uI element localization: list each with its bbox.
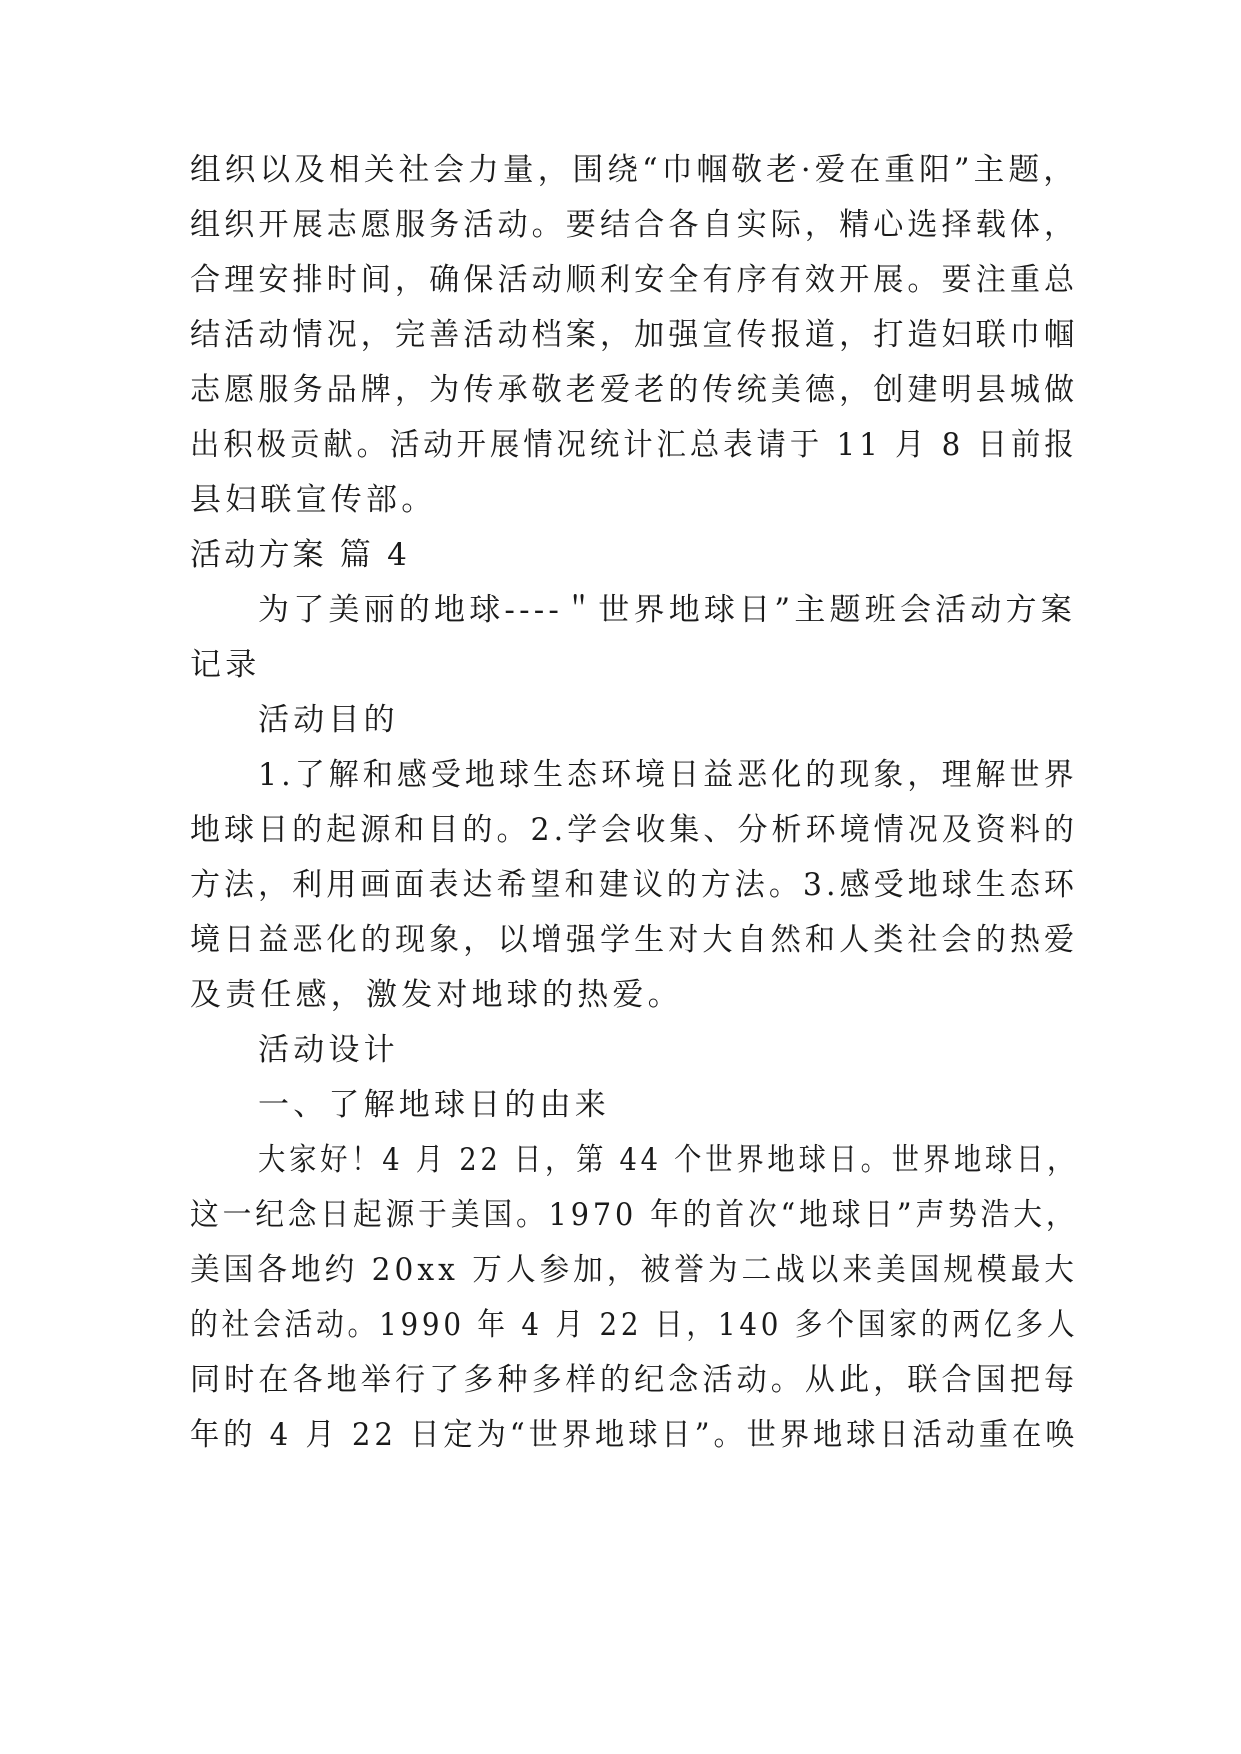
paragraph-line: 境日益恶化的现象，以增强学生对大自然和人类社会的热爱 <box>190 922 1079 958</box>
paragraph-line: 这一纪念日起源于美国。1970 年的首次“地球日”声势浩大， <box>190 1197 1079 1233</box>
section-heading: 活动方案 篇 4 <box>190 537 411 573</box>
paragraph-line: 同时在各地举行了多种多样的纪念活动。从此，联合国把每 <box>190 1362 1079 1398</box>
paragraph-line: 1.了解和感受地球生态环境日益恶化的现象，理解世界 <box>258 757 1078 793</box>
paragraph-line: 及责任感，激发对地球的热爱。 <box>190 977 683 1013</box>
paragraph-line: 大家好！4 月 22 日，第 44 个世界地球日。世界地球日， <box>258 1142 1079 1178</box>
paragraph-line: 美国各地约 20xx 万人参加，被誉为二战以来美国规模最大 <box>190 1252 1078 1288</box>
paragraph-line: 组织开展志愿服务活动。要结合各自实际，精心选择载体， <box>190 207 1079 243</box>
paragraph-line: 年的 4 月 22 日定为“世界地球日”。世界地球日活动重在唤 <box>190 1417 1079 1453</box>
paragraph-line: 地球日的起源和目的。2.学会收集、分析环境情况及资料的 <box>190 812 1078 848</box>
subheading: 活动目的 <box>258 702 399 738</box>
paragraph-line: 结活动情况，完善活动档案，加强宣传报道，打造妇联巾帼 <box>190 317 1079 353</box>
paragraph-line: 组织以及相关社会力量，围绕“巾帼敬老·爱在重阳”主题， <box>190 152 1078 188</box>
paragraph-line: 为了美丽的地球----＂世界地球日”主题班会活动方案 <box>258 592 1076 628</box>
subheading: 一、了解地球日的由来 <box>258 1087 610 1123</box>
subheading: 活动设计 <box>258 1032 399 1068</box>
paragraph-line: 的社会活动。1990 年 4 月 22 日，140 多个国家的两亿多人 <box>190 1307 1079 1343</box>
paragraph-line: 志愿服务品牌，为传承敬老爱老的传统美德，创建明县城做 <box>190 372 1079 408</box>
paragraph-line: 记录 <box>190 647 261 683</box>
paragraph-line: 方法，利用画面表达希望和建议的方法。3.感受地球生态环 <box>190 867 1078 903</box>
paragraph-line: 县妇联宣传部。 <box>190 482 437 518</box>
paragraph-line: 合理安排时间，确保活动顺利安全有序有效开展。要注重总 <box>190 262 1079 298</box>
paragraph-line: 出积极贡献。活动开展情况统计汇总表请于 11 月 8 日前报 <box>190 427 1078 463</box>
